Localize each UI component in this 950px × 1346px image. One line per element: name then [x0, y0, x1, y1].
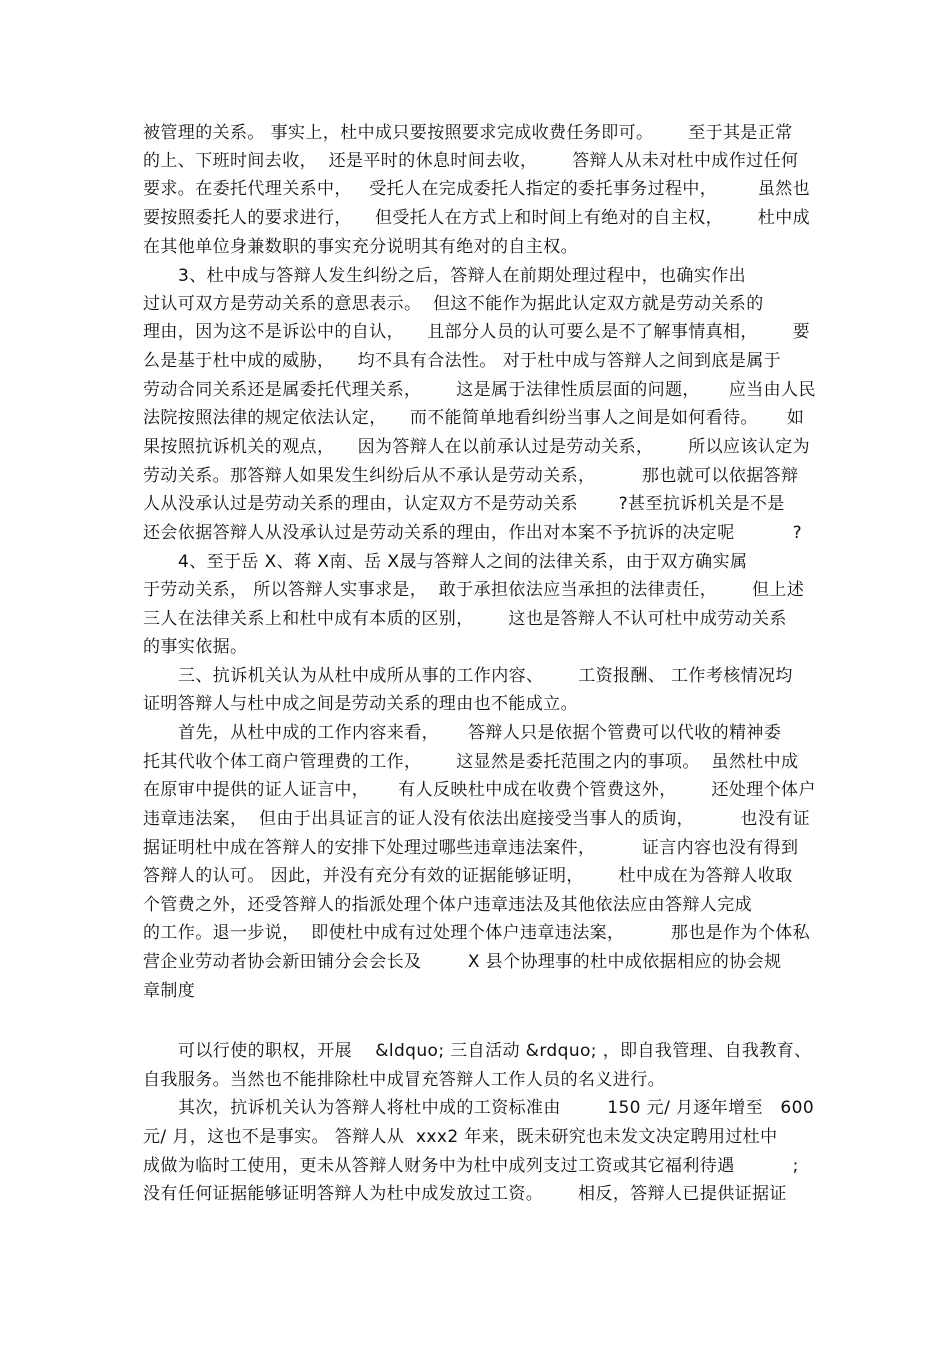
text-line: 章制度 — [143, 981, 196, 1001]
text-line: 劳动关系。那答辩人如果发生纠纷后从不承认是劳动关系， 那也就可以依据答辩 — [143, 466, 799, 486]
text-line: 的事实依据。 — [143, 637, 248, 657]
text-line: 3、杜中成与答辩人发生纠纷之后，答辩人在前期处理过程中，也确实作出 — [178, 266, 747, 286]
text-line: 在原审中提供的证人证言中， 有人反映杜中成在收费个管费这外， 还处理个体户 — [143, 780, 816, 800]
text-line: 要求。在委托代理关系中， 受托人在完成委托人指定的委托事务过程中， 虽然也 — [143, 179, 811, 199]
text-line: 其次，抗诉机关认为答辩人将杜中成的工资标准由 150 元/ 月逐年增至 600 — [178, 1098, 815, 1118]
text-line: 法院按照法律的规定依法认定， 而不能简单地看纠纷当事人之间是如何看待。 如 — [143, 408, 805, 428]
text-line: 元/ 月，这也不是事实。 答辩人从 xxx2 年来，既未研究也未发文决定聘用过杜中 — [143, 1127, 778, 1147]
text-line: 自我服务。当然也不能排除杜中成冒充答辩人工作人员的名义进行。 — [143, 1070, 665, 1090]
text-line: 首先，从杜中成的工作内容来看， 答辩人只是依据个管费可以代收的精神委 — [178, 723, 782, 743]
text-line: 于劳动关系， 所以答辩人实事求是， 敢于承担依法应当承担的法律责任， 但上述 — [143, 580, 805, 600]
text-line: 三人在法律关系上和杜中成有本质的区别， 这也是答辩人不认可杜中成劳动关系 — [143, 609, 787, 629]
text-line: 在其他单位身兼数职的事实充分说明其有绝对的自主权。 — [143, 237, 578, 257]
text-line: 要按照委托人的要求进行， 但受托人在方式上和时间上有绝对的自主权， 杜中成 — [143, 208, 811, 228]
text-line: 个管费之外，还受答辩人的指派处理个体户违章违法及其他依法应由答辩人完成 — [143, 895, 752, 915]
text-line: 的上、下班时间去收， 还是平时的休息时间去收， 答辩人从未对杜中成作过任何 — [143, 151, 799, 171]
text-line: 被管理的关系。 事实上，杜中成只要按照要求完成收费任务即可。 至于其是正常 — [143, 123, 793, 143]
text-line: 成做为临时工使用，更未从答辩人财务中为杜中成列支过工资或其它福利待遇 ; — [143, 1156, 799, 1176]
text-line: 劳动合同关系还是属委托代理关系， 这是属于法律性质层面的问题， 应当由人民 — [143, 380, 816, 400]
text-line: 的工作。退一步说， 即使杜中成有过处理个体户违章违法案， 那也是作为个体私 — [143, 923, 811, 943]
text-line: 人从没承认过是劳动关系的理由，认定双方不是劳动关系 ?甚至抗诉机关是不是 — [143, 494, 785, 514]
text-line: 果按照抗诉机关的观点， 因为答辩人在以前承认过是劳动关系， 所以应该认定为 — [143, 437, 811, 457]
text-line: 理由，因为这不是诉讼中的自认， 且部分人员的认可要么是不了解事情真相， 要 — [143, 322, 811, 342]
text-line: 还会依据答辩人从没承认过是劳动关系的理由，作出对本案不予抗诉的决定呢 ? — [143, 523, 803, 543]
text-line: 过认可双方是劳动关系的意思表示。 但这不能作为据此认定双方就是劳动关系的 — [143, 294, 764, 314]
text-line: 没有任何证据能够证明答辩人为杜中成发放过工资。 相反，答辩人已提供证据证 — [143, 1184, 787, 1204]
text-line: 营企业劳动者协会新田铺分会会长及 X 县个协理事的杜中成依据相应的协会规 — [143, 952, 782, 972]
text-line: 托其代收个体工商户管理费的工作， 这显然是委托范围之内的事项。 虽然杜中成 — [143, 752, 799, 772]
text-line: 可以行使的职权，开展 &ldquo; 三自活动 &rdquo; ，即自我管理、自我教育、 — [178, 1041, 812, 1061]
text-line: 证明答辩人与杜中成之间是劳动关系的理由也不能成立。 — [143, 694, 578, 714]
text-line: 么是基于杜中成的威胁， 均不具有合法性。 对于杜中成与答辩人之间到底是属于 — [143, 351, 782, 371]
text-line: 违章违法案， 但由于出具证言的证人没有依法出庭接受当事人的质询， 也没有证 — [143, 809, 811, 829]
text-line: 4、至于岳 X、蒋 X南、岳 X晟与答辩人之间的法律关系，由于双方确实属 — [178, 552, 748, 572]
text-line: 据证明杜中成在答辩人的安排下处理过哪些违章违法案件， 证言内容也没有得到 — [143, 838, 799, 858]
text-line: 答辩人的认可。 因此，并没有充分有效的证据能够证明， 杜中成在为答辩人收取 — [143, 866, 793, 886]
text-line: 三、抗诉机关认为从杜中成所从事的工作内容、 工资报酬、 工作考核情况均 — [178, 666, 793, 686]
